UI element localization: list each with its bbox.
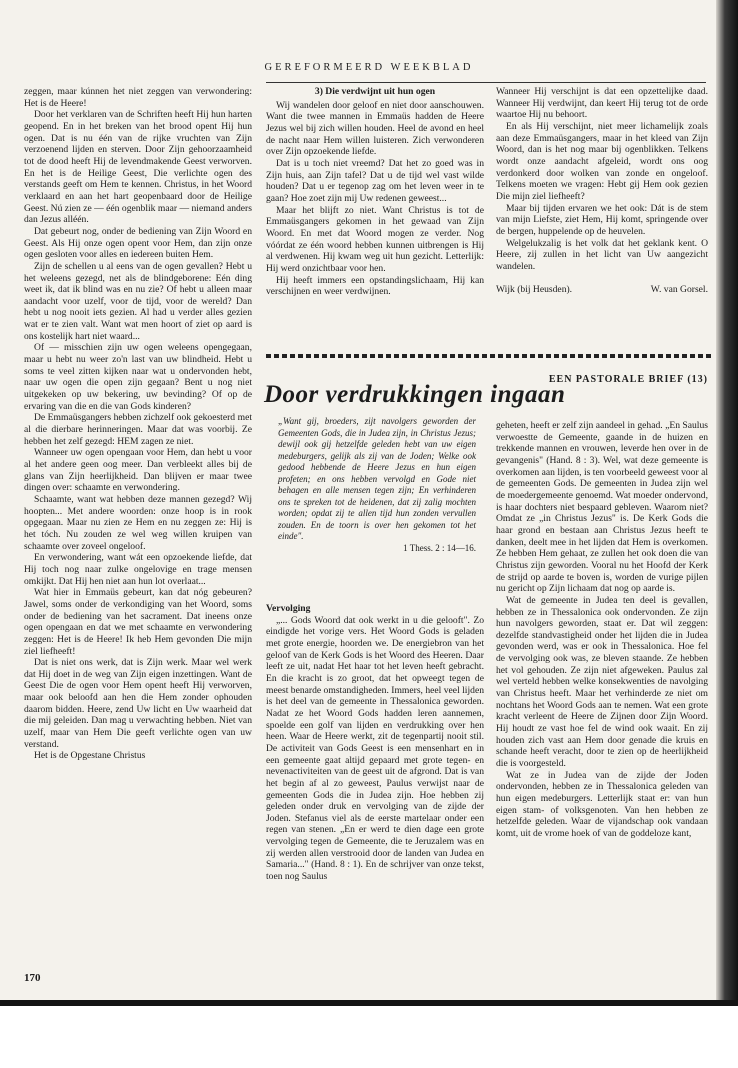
paragraph: En als Hij verschijnt, niet meer lichamelijk zoals aan deze Emmaüsgangers, maar in het kleed van Zijn Woord, dan is het nog maar bij ogenblikken. Telkens wordt onze aandacht afgeleid, wordt ons oog verdonkerd door wolken van zonde en ongeloof. Telkens moeten we vragen: Hebt gij Hem ook gezien Die mijn ziel liefheeft?: [496, 120, 708, 202]
scripture-quote: [278, 416, 476, 554]
series-label: EEN PASTORALE BRIEF (13): [548, 374, 708, 385]
paragraph: Door het verklaren van de Schriften heeft Hij hun harten geopend. En in het breken van het brood opent Hij hun ogen. Dat is nu één van de rijke vruchten van Zijn verzoenend lijden en sterven. Door Zijn gehoorzaamheid tot de dood heeft Hij de levendmakende Geest verworven. En het is de Heilige Geest, Die verlichte ogen des verstands geeft om Hem te kennen. Christus, in het Woord verklaard en aan het hart geopenbaard door de Heilige Geest. Nú zien ze — één ogenblik maar — niemand anders dan Jezus alléén.: [24, 109, 252, 226]
article-title: Door verdrukkingen ingaan: [264, 381, 566, 408]
quote-source: 1 Thess. 2 : 14—16.: [403, 542, 476, 553]
paragraph: Maar bij tijden ervaren we het ook: Dát is de stem van mijn Liefste, ziet Hem, Hij komt, springende over de bergen, huppelende op de heuvelen.: [496, 202, 708, 237]
column-right-bottom: [496, 420, 708, 840]
column-right-top: [496, 86, 708, 295]
column-middle-bottom: [266, 603, 484, 883]
subheading: Vervolging: [266, 603, 311, 614]
paragraph: geheten, heeft er zelf zijn aandeel in gehad. „En Saulus verwoestte de Gemeente, gaande in de huizen en trekkende mannen en vrouwen, leverde hen over in de gevangenis" (Hand. 8 : 3). Wel, wat deze gemeente is overkomen aan lijden, is ten voorbeeld geweest voor al de gemeenten Gods. De gemeenten in Judea zijn wel de moedergemeente genoemd. Wat moeder ondervond, is haar dochters niet bespaard gebleven. Waarom niet? Omdat ze „in Christus Jezus" is. De Kerk Gods die haar grond en bestaan aan Christus Jezus heeft te danken, deelt mee in het lijden dat Hem is overkomen. Ze hebben Hem gehaat, ze zullen het ook doen die van Christus zijn geworden. Vooral nu het Hoofd der Kerk de strijd op aarde te boven is, worden de vurige pijlen nu gericht op Zijn lichaam dat nog op aarde is.: [496, 420, 708, 595]
paragraph: Dat is u toch niet vreemd? Dat het zo goed was in Zijn huis, aan Zijn tafel? Dat u de tijd wel vast wilde houden? Dat u er tegenop zag om het leven weer in te gaan? Hoe zoet zijn mij Uw redenen geweest...: [266, 157, 484, 204]
article-divider: [266, 354, 712, 358]
column-left: [24, 86, 252, 762]
column-middle-top: [266, 86, 484, 298]
section-body: [266, 100, 484, 298]
section-heading: 3) Die verdwijnt uit hun ogen: [314, 86, 436, 97]
page-edge-shadow: [716, 0, 738, 1000]
paragraph: Dat gebeurt nog, onder de bediening van Zijn Woord en Geest. Als Hij onze ogen opent voor Hem, dan zijn onze ogen gesloten voor alles en iedereen buiten Hem.: [24, 225, 252, 261]
header-rule: [266, 82, 706, 83]
signature-line: [496, 284, 708, 296]
paragraph: Het is de Opgestane Christus: [34, 750, 146, 762]
running-header: GEREFORMEERD WEEKBLAD: [264, 62, 474, 73]
paragraph: Schaamte, want wat hebben deze mannen gezegd? Wij hoopten... Met andere woorden: onze hoop is in rook opgegaan. Maar nu zien ze Hem en nu zeggen ze: Hij is het tóch. Nu zouden ze wel weg willen kruipen van schaamte over zoveel ongeloof.: [24, 493, 252, 552]
signature-place: Wijk (bij Heusden).: [496, 283, 573, 295]
scan-bottom-margin: [0, 1000, 738, 1068]
paragraph: Maar het blijft zo niet. Want Christus is tot de Emmaüsgangers gekomen in het gewaad van Zijn Woord. En met dat Woord mogen ze verder. Nog vóórdat ze één woord hebben kunnen uitbrengen is Hij al verdwenen. Hij kwam weg uit hun gezicht. Letterlijk: Hij werd onzichtbaar voor hen.: [266, 204, 484, 274]
article-body: [266, 615, 484, 883]
paragraph: Of — misschien zijn uw ogen weleens opengegaan, maar u hebt nu weer zo'n last van uw blindheid. Hebt u soms te veel zitten kijken naar wat u ondervonden hebt, naar uw ogen die open zijn gegaan? Bent u nog niet uitgekeken op uw bekering, uw bevinding? Of op de ervaring van die en die van Gods kinderen?: [24, 342, 252, 412]
paragraph: Wanneer uw ogen opengaan voor Hem, dan hebt u voor al het andere geen oog meer. Dan verbleekt alles bij de glans van Zijn heerlijkheid. Dan blijven er maar twee dingen over: schaamte en verwondering.: [24, 447, 252, 494]
paragraph: zeggen, maar kúnnen het niet zeggen van verwondering: Het is de Heere!: [24, 86, 252, 109]
paragraph: Zijn de schellen u al eens van de ogen gevallen? Hebt u het weleens gezegd, net als de blindgeborene: Eén ding weet ik, dat ik blind was en nu zie? Of hebt u alleen maar aandacht voor uzelf, voor de tijd, voor de wereld? Dan hebt u nog nooit iets gezien. Al had u verder alles gezien wat er te zien valt. Want wat men hoort of ziet op aard is ons kostelijk hart niet waard...: [24, 260, 252, 342]
paragraph: En verwondering, want wát een opzoekende liefde, dat Hij toch nog naar zulke ongelovige en trage mensen omkijkt. Dat Hij hen niet aan hun lot overlaat...: [24, 552, 252, 587]
paragraph: Hij heeft immers een opstandingslichaam, Hij kan verschijnen en weer verdwijnen.: [266, 274, 484, 298]
scan-edge-bar: [0, 1000, 738, 1006]
paragraph: Wanneer Hij verschijnt is dat een opzettelijke daad. Wanneer Hij verdwijnt, dan keert Hij terug tot de orde waartoe Hij nu behoort.: [496, 86, 708, 121]
signature-name: W. van Gorsel.: [650, 283, 708, 295]
paragraph: „... Gods Woord dat ook werkt in u die gelooft". Zo eindigde het vorige vers. Het Woord Gods is geladen met grote energie, hoorden we. De energiebron van het geloof van de Kerk Gods is het Woord des Heeren. Daar leeft ze uit, nadat Het haar tot het leven heeft gebracht. En die kracht is zo groot, dat het opweegt tegen de meest benarde omstandigheden. Immers, heel veel lijden is het deel van de gemeente in Thessalonica geworden. Nadat ze het Woord Gods hadden leren aannemen, spoelde een golf van lijden en verdrukking over hen heen. Waar de Heere werkt, zit de tegenpartij nooit stil. De activiteit van Gods Geest is een mensenhart en in een gemeente gaat altijd gepaard met grote tegen- en nevenactiviteiten van de geest uit de afgrond. Dat is van het begin af al zo geweest, Paulus verwijst naar de gemeenten Gods die in Judea zijn. Hoe hebben zij geleden onder druk en vervolging van de zijde der Joden. Stefanus viel als de eerste martelaar onder een regen van stenen. „En er werd te dien dage een grote vervolging tegen de Gemeente, die te Jeruzalem was en zij werden allen verstrooid door de landen van Judea en Samaria..." (Hand. 8 : 1). En de schrijver van onze tekst, toen nog Saulus: [266, 614, 484, 883]
paragraph: Wat hier in Emmaüs gebeurt, kan dat nóg gebeuren? Jawel, soms onder de verkondiging van het Woord, soms onder de bediening van het sacrament. Dat ineens onze ogen opengaan en dat we met schaamte en verwondering zeggen: Het is de Heere! Ik heb Hem gevonden Die mijn ziel liefheeft!: [24, 587, 252, 657]
section-body-continued: [496, 86, 708, 273]
quote-text: „Want gij, broeders, zijt navolgers geworden der Gemeenten Gods, die in Judea zijn, in Christus Jezus; dewijl ook gij hetzelfde geleden hebt van uw eigen medeburgers, gelijk als zij van de Joden; Welke ook gedood hebbende de Heere Jezus en hun eigen profeten; en ons hebben vervolgd en Gode niet behagen en alle mensen tegen zijn; En verhinderen ons te spreken tot de heidenen, dat zij zalig mochten worden; opdat zij te allen tijd hun zonden vervullen zouden. En de toorn is over hen gekomen tot het einde".: [278, 416, 476, 541]
paragraph: Dat is niet ons werk, dat is Zijn werk. Maar wel werk dat Hij doet in de weg van Zijn eigen inzettingen. Want de Geest Die de ogen voor Hem opent heeft Hij verworven, maar ook beloofd aan hen die Hem zonder ophouden daarom bidden. Heere, zend Uw licht en Uw waarheid dat die mij geleiden. Dan mag u verwachting hebben. Niet van uzelf, maar van Hem Die geeft verlichte ogen van uw verstand.: [24, 657, 252, 750]
paragraph: Wat ze in Judea van de zijde der Joden ondervonden, hebben ze in Thessalonica geleden van hun eigen medeburgers. Letterlijk staat er: van hun eigen stam- of volksgenoten. Van hen hebben ze hetzelfde geleden. Waar de vijandschap ook vandaan komt, uit de vrome hoek of van de goddeloze kant,: [496, 769, 708, 839]
paragraph: Wij wandelen door geloof en niet door aanschouwen. Want die twee mannen in Emmaüs hadden de Heere Jezus wel bij zich willen houden. Heel de avond en heel de nacht naar Hem willen luisteren. Zich verwonderen over Zijn opzoekende liefde.: [266, 99, 484, 158]
paragraph: Welgelukzalig is het volk dat het geklank kent. O Heere, zij zullen in het licht van Uw aangezicht wandelen.: [496, 237, 708, 272]
paragraph: De Emmaüsgangers hebben zichzelf ook gekoesterd met al die dierbare herinneringen. Maar dat was voorbij. Ze hebben het zelf gezegd: HEM zagen ze niet.: [24, 412, 252, 447]
paragraph: Wat de gemeente in Judea ten deel is gevallen, hebben ze in Thessalonica ook ondervonden. Ze zijn hun navolgers geworden, staat er. Dat wil zeggen: dezelfde standvastigheid onder het lijden die in Judea gevonden werd, was er ook in Thessalonica. Hoe fel de vervolging ook was, ze bleven staande. Ze hebben het vol gehouden. Ze zijn niet afgeweken. Paulus zal wel verteld hebben welke konsekwenties de navolging van Christus heeft. Maar het verhinderde ze niet om nochtans het Woord Gods aan te nemen. Wat een grote kracht verleent de Heere de Zijnen door Zijn Woord. Hij houdt ze vast hoe fel de wind ook waait. En zij houden zich vast aan Hem door genade die kruis en schande heeft veracht, door te zien op de heerlijkheid die is voorgesteld.: [496, 594, 708, 770]
page-number: 170: [24, 972, 41, 984]
